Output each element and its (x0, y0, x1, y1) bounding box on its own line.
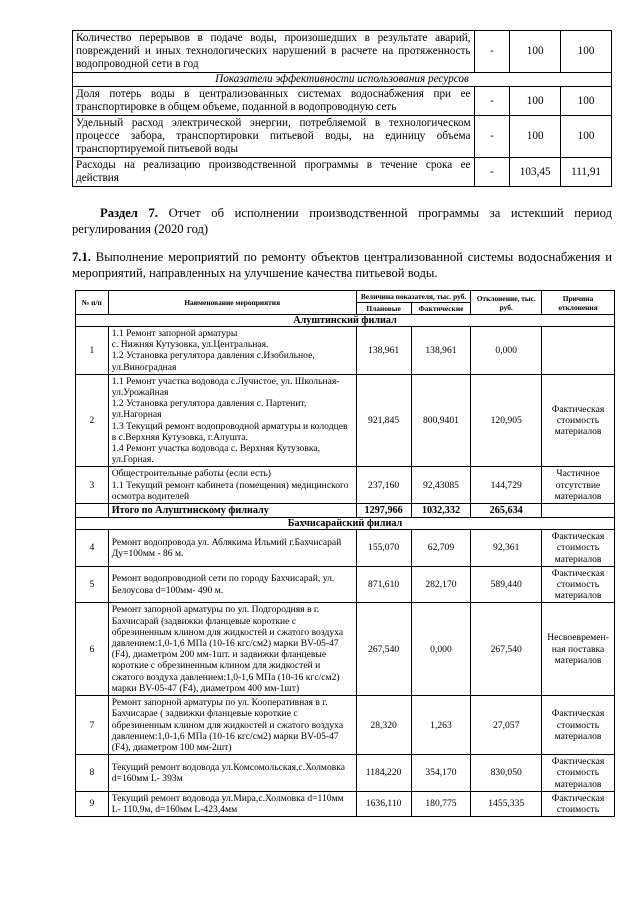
indicator-value: - (474, 158, 510, 187)
measure-name: 1.1 Ремонт участка водовода с.Лучистое, ул. Школьная-ул.Урожайная 1.2 Установка регулятора давления с. Партенит, ул.Нагорная 1.3 Текущий ремонт водопроводной арматуры и колодцев в с.Верхняя Кутузовка, г.Алушта. 1.4 Ремонт участка водовода с. Верхняя Кутузовка, ул.Горная. (108, 374, 356, 467)
measure-name: Ремонт водопровода ул. Аблякима Ильмий г.Бахчисарай Ду=100мм - 86 м. (108, 530, 356, 567)
indicator-name: Количество перерывов в подаче воды, произошедших в результате аварий, повреждений и иных технологических нарушений в расчете на протяженность водопроводной сети в год (73, 31, 475, 73)
measure-name: Текущий ремонт водовода ул.Комсомольская,с.Холмовка d=160мм L- 393м (108, 755, 356, 792)
indicator-name: Доля потерь воды в централизованных системах водоснабжения при ее транспортировке в общем объеме, поданной в водопроводную сеть (73, 87, 475, 116)
row-number: 5 (76, 566, 109, 603)
plan-value: 28,320 (356, 696, 411, 755)
measure-name: 1.1 Ремонт запорной арматуры с. Нижняя Кутузовка, ул.Центральная. 1.2 Установка регулятора давления с.Изобильное, ул.Виноградная (108, 327, 356, 375)
plan-value: 267,540 (356, 603, 411, 696)
indicator-value: 100 (561, 87, 612, 116)
indicator-value: 100 (510, 87, 561, 116)
section-heading: Показатели эффективности использования ресурсов (73, 73, 612, 87)
branch-title: Бахчисарайский филиал (76, 518, 615, 530)
table-row (76, 467, 615, 504)
table-row (73, 73, 612, 87)
deviation-value: 589,440 (471, 566, 542, 603)
branch-row (76, 315, 615, 327)
total-empty-cell (76, 504, 109, 518)
header-plan: Плановые (356, 303, 411, 315)
measure-name: Ремонт запорной арматуры по ул. Подгородняя в г. Бахчисарай (задвижки фланцевые короткие с обрезиненным клином для жидкостей и сжатого воздуха давлением:1,0-1,6 МПа (10-16 кгс/см2) марки BV-05-47 (F4), диаметром 200 мм-1шт. и задвижки фланцевые короткие с обрезиненным клином для жидкостей и сжатого воздуха давлением:1,0-1,6 МПа (10-16 кгс/см2) марки BV-05-47 (F4), диаметром 400 мм-1шт) (108, 603, 356, 696)
plan-value: 138,961 (356, 327, 411, 375)
measure-name: Ремонт запорной арматуры по ул. Кооперативная в г. Бахчисарае ( задвижки фланцевые короткие с обрезиненным клином для жидкостей и сжатого воздуха давлением:1,0-1,6 МПа (10-16 кгс/см2) марки BV-05-47 (F4), диаметром 100 мм-2шт) (108, 696, 356, 755)
fact-value: 282,170 (411, 566, 471, 603)
deviation-value: 1455,335 (471, 791, 542, 816)
fact-value: 180,775 (411, 791, 471, 816)
indicator-name: Расходы на реализацию производственной программы в течение срока ее действия (73, 158, 475, 187)
total-deviation: 265,634 (471, 504, 542, 518)
table-row (73, 116, 612, 158)
deviation-value: 92,361 (471, 530, 542, 567)
branch-1-rows (76, 327, 615, 504)
indicator-name: Удельный расход электрической энергии, потребляемой в технологическом процессе забора, транспортировки питьевой воды, на единицу объема транспортируемой питьевой воды (73, 116, 475, 158)
deviation-cause: Фактическая стоимость материалов (542, 374, 615, 467)
table-row (76, 374, 615, 467)
row-number: 1 (76, 327, 109, 375)
indicator-value: 100 (561, 116, 612, 158)
row-number: 4 (76, 530, 109, 567)
table-row (76, 791, 615, 816)
fact-value: 1,263 (411, 696, 471, 755)
fact-value: 92,43085 (411, 467, 471, 504)
plan-value: 1184,220 (356, 755, 411, 792)
section-7-paragraph (72, 205, 612, 237)
indicator-value: 103,45 (510, 158, 561, 187)
subsection-7-1-number: 7.1. (72, 250, 91, 264)
measure-name: Общестроительные работы (если есть) 1.1 Текущий ремонт кабинета (помещения) медицинского осмотра водителей (108, 467, 356, 504)
indicator-value: - (474, 31, 510, 73)
fact-value: 0,000 (411, 603, 471, 696)
plan-value: 155,070 (356, 530, 411, 567)
table-row (76, 327, 615, 375)
section-7-title: Раздел 7. (100, 206, 158, 220)
plan-value: 871,610 (356, 566, 411, 603)
row-number: 9 (76, 791, 109, 816)
branch-title: Алуштинский филиал (76, 315, 615, 327)
table-header-row (76, 291, 615, 303)
row-number: 8 (76, 755, 109, 792)
row-number: 6 (76, 603, 109, 696)
deviation-value: 830,050 (471, 755, 542, 792)
fact-value: 354,170 (411, 755, 471, 792)
deviation-cause: Несвоевремен-ная поставка материалов (542, 603, 615, 696)
indicator-value: 100 (510, 31, 561, 73)
deviation-cause (542, 327, 615, 375)
indicator-value: - (474, 87, 510, 116)
measure-name: Текущий ремонт водовода ул.Мира,с.Холмовка d=110мм L- 110,9м, d=160мм L-423,4мм (108, 791, 356, 816)
header-deviation: Отклонение, тыс. руб. (471, 291, 542, 315)
header-name: Наименование мероприятия (108, 291, 356, 315)
table-row (76, 755, 615, 792)
deviation-value: 120,905 (471, 374, 542, 467)
plan-value: 1636,110 (356, 791, 411, 816)
row-number: 2 (76, 374, 109, 467)
branch-row (76, 518, 615, 530)
measure-name: Ремонт водопроводной сети по городу Бахчисарай, ул. Белоусова d=100мм- 490 м. (108, 566, 356, 603)
deviation-value: 267,540 (471, 603, 542, 696)
deviation-cause: Фактическая стоимость материалов (542, 530, 615, 567)
table-row (73, 158, 612, 187)
table-row (76, 566, 615, 603)
header-value: Величина показателя, тыс. руб. (356, 291, 471, 303)
branch-2-rows (76, 530, 615, 817)
row-number: 3 (76, 467, 109, 504)
fact-value: 800,9401 (411, 374, 471, 467)
deviation-cause: Фактическая стоимость материалов (542, 755, 615, 792)
subsection-7-1-paragraph (72, 249, 612, 281)
table-row (76, 530, 615, 567)
subsection-7-1-text: Выполнение мероприятий по ремонту объектов централизованной системы водоснабжения и мероприятий, направленных на улучшение качества питьевой воды. (72, 250, 612, 280)
deviation-value: 0,000 (471, 327, 542, 375)
table-row (73, 31, 612, 73)
table-row (76, 603, 615, 696)
total-cause-cell (542, 504, 615, 518)
deviation-cause: Фактическая стоимость материалов (542, 696, 615, 755)
total-row (76, 504, 615, 518)
table-row (76, 696, 615, 755)
indicator-value: 111,91 (561, 158, 612, 187)
indicator-value: 100 (561, 31, 612, 73)
indicator-value: 100 (510, 116, 561, 158)
header-cause: Причина отклонения (542, 291, 615, 315)
deviation-cause: Фактическая стоимость материалов (542, 566, 615, 603)
deviation-value: 27,057 (471, 696, 542, 755)
row-number: 7 (76, 696, 109, 755)
indicator-value: - (474, 116, 510, 158)
table-row (73, 87, 612, 116)
total-label: Итого по Алуштинскому филиалу (108, 504, 356, 518)
total-plan: 1297,966 (356, 504, 411, 518)
total-fact: 1032,332 (411, 504, 471, 518)
plan-value: 921,845 (356, 374, 411, 467)
fact-value: 62,709 (411, 530, 471, 567)
indicators-table (72, 30, 612, 187)
plan-value: 237,160 (356, 467, 411, 504)
deviation-value: 144,729 (471, 467, 542, 504)
header-no: № п/п (76, 291, 109, 315)
deviation-cause: Частичное отсутствие материалов (542, 467, 615, 504)
deviation-cause: Фактическая стоимость (542, 791, 615, 816)
repair-measures-table (75, 290, 615, 817)
section-7-text: Отчет об исполнении производственной программы за истекший период регулирования (2020 год) (72, 206, 612, 236)
fact-value: 138,961 (411, 327, 471, 375)
header-fact: Фактические (411, 303, 471, 315)
